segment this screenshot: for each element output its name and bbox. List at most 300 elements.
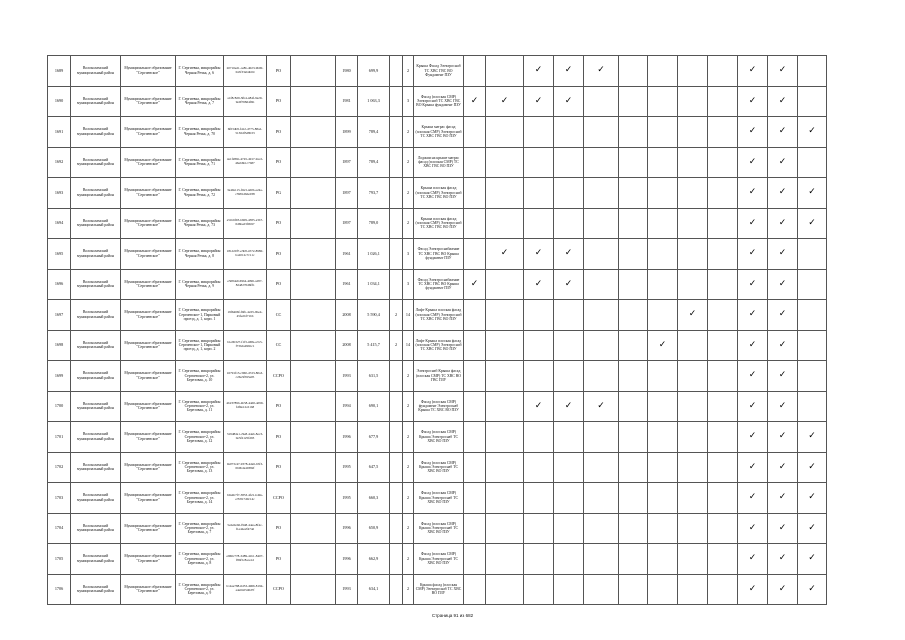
- guid-cell: 20716ed1-ce8b-4023-9b00-0a5f33ab4b0d: [224, 56, 267, 87]
- row-id: 1697: [48, 300, 71, 331]
- area-cell: 660,3: [358, 483, 390, 514]
- empty-check-cell: [584, 117, 619, 148]
- municipality-cell: Муниципальное образование "Сергиевское": [121, 269, 176, 300]
- empty-check-cell: [464, 178, 486, 209]
- check-icon: ✓: [768, 147, 798, 178]
- year-cell: 1995: [336, 483, 358, 514]
- district-cell: Волоколамский муниципальный район: [71, 239, 121, 270]
- empty-check-cell: [648, 239, 678, 270]
- municipality-cell: Муниципальное образование "Сергиевское": [121, 239, 176, 270]
- empty-check-cell: [798, 391, 827, 422]
- table-row: [48, 391, 827, 422]
- empty-check-cell: [554, 361, 584, 392]
- check-icon: ✓: [798, 117, 827, 148]
- floors-cell: [390, 544, 403, 575]
- row-id: 1706: [48, 574, 71, 605]
- empty-check-cell: [584, 269, 619, 300]
- empty-check-cell: [524, 544, 554, 575]
- works-cell: Фасад (плоская СМР) Крыша Электроснаб ТС ХВС ВО ПЗУ: [414, 483, 464, 514]
- table-row: [48, 361, 827, 392]
- empty-check-cell: [798, 361, 827, 392]
- empty-check-cell: [584, 239, 619, 270]
- empty-check-cell: [464, 147, 486, 178]
- guid-cell: e508da9-69b4-4096-a287-82a8270d6ffb: [224, 269, 267, 300]
- empty-cell: [291, 56, 336, 87]
- check-icon: ✓: [524, 391, 554, 422]
- floors-cell: [390, 117, 403, 148]
- empty-check-cell: [486, 208, 524, 239]
- guid-cell: 19f6466f-fbfb-42d5-9be4-45fe2bf71bb: [224, 300, 267, 331]
- row-id: 1692: [48, 147, 71, 178]
- floors-cell: 2: [390, 300, 403, 331]
- empty-check-cell: [678, 86, 708, 117]
- entrances-cell: 3: [403, 269, 414, 300]
- check-icon: ✓: [738, 330, 768, 361]
- check-icon: ✓: [584, 56, 619, 87]
- floors-cell: [390, 574, 403, 605]
- empty-check-cell: [486, 269, 524, 300]
- table-row: [48, 178, 827, 209]
- check-icon: ✓: [768, 300, 798, 331]
- check-icon: ✓: [768, 391, 798, 422]
- empty-check-cell: [708, 178, 738, 209]
- empty-check-cell: [584, 208, 619, 239]
- address-cell: Г. Сергиевка, микрорайон Сергиевское-2, ул. Березовая, д. 7: [176, 513, 224, 544]
- empty-check-cell: [464, 391, 486, 422]
- check-icon: ✓: [464, 269, 486, 300]
- empty-cell: [291, 208, 336, 239]
- municipality-cell: Муниципальное образование "Сергиевское": [121, 391, 176, 422]
- empty-check-cell: [678, 422, 708, 453]
- check-icon: ✓: [768, 330, 798, 361]
- table-row: [48, 147, 827, 178]
- row-id: 1702: [48, 452, 71, 483]
- empty-check-cell: [619, 117, 648, 148]
- check-icon: ✓: [768, 239, 798, 270]
- table-row: [48, 574, 827, 605]
- empty-check-cell: [619, 178, 648, 209]
- floors-cell: [390, 239, 403, 270]
- guid-cell: 4a1f28bb-4745-4917-9ac2-46eb6b1c7b87: [224, 147, 267, 178]
- empty-check-cell: [708, 117, 738, 148]
- check-icon: ✓: [768, 269, 798, 300]
- floors-cell: 2: [390, 330, 403, 361]
- guid-cell: e51b6f93-b609-4385-a3b7-0d6bed3f0b97: [224, 208, 267, 239]
- empty-check-cell: [486, 300, 524, 331]
- entrances-cell: 2: [403, 452, 414, 483]
- wall-type-cell: PO: [267, 452, 291, 483]
- table-row: [48, 117, 827, 148]
- row-id: 1705: [48, 544, 71, 575]
- municipality-cell: Муниципальное образование "Сергиевское": [121, 330, 176, 361]
- floors-cell: [390, 483, 403, 514]
- area-cell: 789,0: [358, 208, 390, 239]
- empty-check-cell: [464, 361, 486, 392]
- check-icon: ✓: [554, 56, 584, 87]
- check-icon: ✓: [768, 361, 798, 392]
- empty-check-cell: [619, 574, 648, 605]
- empty-check-cell: [554, 178, 584, 209]
- check-icon: ✓: [738, 544, 768, 575]
- year-cell: 1996: [336, 422, 358, 453]
- empty-check-cell: [524, 147, 554, 178]
- wall-type-cell: PO: [267, 208, 291, 239]
- area-cell: 1 063,3: [358, 86, 390, 117]
- check-icon: ✓: [738, 513, 768, 544]
- empty-check-cell: [798, 56, 827, 87]
- empty-check-cell: [524, 117, 554, 148]
- check-icon: ✓: [486, 86, 524, 117]
- empty-check-cell: [524, 361, 554, 392]
- district-cell: Волоколамский муниципальный район: [71, 422, 121, 453]
- empty-check-cell: [464, 56, 486, 87]
- empty-check-cell: [708, 574, 738, 605]
- empty-check-cell: [486, 574, 524, 605]
- table-row: [48, 452, 827, 483]
- row-id: 1700: [48, 391, 71, 422]
- check-icon: ✓: [768, 56, 798, 87]
- empty-cell: [291, 330, 336, 361]
- wall-type-cell: PO: [267, 269, 291, 300]
- row-id: 1698: [48, 330, 71, 361]
- empty-check-cell: [678, 544, 708, 575]
- district-cell: Волоколамский муниципальный район: [71, 208, 121, 239]
- municipality-cell: Муниципальное образование "Сергиевское": [121, 483, 176, 514]
- empty-check-cell: [678, 208, 708, 239]
- works-cell: Лоджии на крыше матрас фасад (плоская СМР) ТС ХВС ГВС ВО ПЗУ: [414, 147, 464, 178]
- works-cell: Фасад (плоская СМР) Электроснаб ТС ХВС ГВС ВО Крыша фундамент ПЗУ: [414, 86, 464, 117]
- municipality-cell: Муниципальное образование "Сергиевское": [121, 117, 176, 148]
- empty-check-cell: [524, 483, 554, 514]
- empty-cell: [291, 86, 336, 117]
- empty-check-cell: [554, 574, 584, 605]
- year-cell: 1897: [336, 178, 358, 209]
- empty-cell: [291, 269, 336, 300]
- wall-type-cell: CCPO: [267, 361, 291, 392]
- empty-check-cell: [464, 513, 486, 544]
- empty-check-cell: [619, 269, 648, 300]
- area-cell: 662,9: [358, 544, 390, 575]
- table-row: [48, 239, 827, 270]
- entrances-cell: 2: [403, 56, 414, 87]
- municipality-cell: Муниципальное образование "Сергиевское": [121, 574, 176, 605]
- works-cell: Фасад (плоская СМР) фундамент Электроснаб Крыша ТС ХВС ВО ПЗУ: [414, 391, 464, 422]
- empty-check-cell: [708, 422, 738, 453]
- check-icon: ✓: [738, 483, 768, 514]
- empty-check-cell: [554, 300, 584, 331]
- empty-check-cell: [708, 86, 738, 117]
- empty-check-cell: [554, 208, 584, 239]
- empty-check-cell: [524, 452, 554, 483]
- table-row: [48, 483, 827, 514]
- empty-check-cell: [619, 300, 648, 331]
- empty-check-cell: [464, 574, 486, 605]
- district-cell: Волоколамский муниципальный район: [71, 513, 121, 544]
- empty-cell: [291, 178, 336, 209]
- district-cell: Волоколамский муниципальный район: [71, 574, 121, 605]
- address-cell: Г. Сергиевка, микрорайон Черная Речка, д. 73: [176, 208, 224, 239]
- wall-type-cell: CC: [267, 300, 291, 331]
- area-cell: 793,7: [358, 178, 390, 209]
- year-cell: 1961: [336, 239, 358, 270]
- municipality-cell: Муниципальное образование "Сергиевское": [121, 361, 176, 392]
- floors-cell: [390, 208, 403, 239]
- municipality-cell: Муниципальное образование "Сергиевское": [121, 178, 176, 209]
- works-cell: Фасад (плоская СМР) Крыша Электроснаб ТС ХВС ВО ПЗУ: [414, 513, 464, 544]
- empty-cell: [291, 117, 336, 148]
- entrances-cell: 3: [403, 239, 414, 270]
- floors-cell: [390, 361, 403, 392]
- empty-check-cell: [619, 483, 648, 514]
- page-number: Страница 91 из 682: [431, 613, 474, 618]
- year-cell: 1897: [336, 208, 358, 239]
- wall-type-cell: PO: [267, 391, 291, 422]
- works-cell: Крыша плоская фасад (плоская СМР) Электроснаб ТС ХВС ГВС ВО ПЗУ: [414, 208, 464, 239]
- empty-check-cell: [554, 544, 584, 575]
- empty-check-cell: [708, 330, 738, 361]
- entrances-cell: 2: [403, 513, 414, 544]
- empty-check-cell: [678, 178, 708, 209]
- works-cell: Крыша фасад (плоская СМР) Электроснаб ТС ХВС ВО ПЗУ: [414, 574, 464, 605]
- check-icon: ✓: [798, 544, 827, 575]
- row-id: 1690: [48, 86, 71, 117]
- floors-cell: [390, 86, 403, 117]
- empty-check-cell: [708, 269, 738, 300]
- floors-cell: [390, 269, 403, 300]
- address-cell: Г. Сергиевка, микрорайон Сергиевское-2, ул. Березовая, д. 13: [176, 452, 224, 483]
- check-icon: ✓: [738, 208, 768, 239]
- check-icon: ✓: [738, 86, 768, 117]
- check-icon: ✓: [554, 269, 584, 300]
- empty-check-cell: [619, 239, 648, 270]
- guid-cell: 16791f13-c960-47d3-80a3-c26a3f593a05: [224, 361, 267, 392]
- area-cell: 5 415,7: [358, 330, 390, 361]
- empty-check-cell: [798, 330, 827, 361]
- empty-check-cell: [619, 56, 648, 87]
- works-cell: Фасад Электроснабжение ТС ХВС ГВС ВО Крыша фундамент ПЗУ: [414, 269, 464, 300]
- year-cell: 1996: [336, 513, 358, 544]
- district-cell: Волоколамский муниципальный район: [71, 86, 121, 117]
- empty-check-cell: [648, 361, 678, 392]
- empty-check-cell: [678, 56, 708, 87]
- row-id: 1699: [48, 361, 71, 392]
- table-row: [48, 269, 827, 300]
- year-cell: 1994: [336, 391, 358, 422]
- check-icon: ✓: [738, 56, 768, 87]
- check-icon: ✓: [738, 269, 768, 300]
- entrances-cell: 2: [403, 422, 414, 453]
- empty-check-cell: [584, 178, 619, 209]
- empty-check-cell: [486, 391, 524, 422]
- empty-check-cell: [648, 147, 678, 178]
- empty-check-cell: [708, 544, 738, 575]
- check-icon: ✓: [524, 239, 554, 270]
- address-cell: Г. Сергиевка, микрорайон Сергиевское-2, ул. Березовая, д. 14: [176, 483, 224, 514]
- address-cell: Г. Сергиевка, микрорайон Черная Речка, д. 72: [176, 178, 224, 209]
- empty-check-cell: [554, 483, 584, 514]
- empty-check-cell: [708, 208, 738, 239]
- housing-program-table: [47, 55, 827, 605]
- check-icon: ✓: [738, 178, 768, 209]
- check-icon: ✓: [768, 86, 798, 117]
- empty-check-cell: [798, 269, 827, 300]
- row-id: 1694: [48, 208, 71, 239]
- guid-cell: 319d8da1-c9e8-44ab-8ec3-0e5f2125fd93: [224, 422, 267, 453]
- municipality-cell: Муниципальное образование "Сергиевское": [121, 300, 176, 331]
- empty-check-cell: [584, 330, 619, 361]
- empty-check-cell: [648, 391, 678, 422]
- row-id: 1696: [48, 269, 71, 300]
- empty-cell: [291, 361, 336, 392]
- empty-check-cell: [798, 86, 827, 117]
- empty-check-cell: [486, 422, 524, 453]
- district-cell: Волоколамский муниципальный район: [71, 391, 121, 422]
- empty-check-cell: [486, 117, 524, 148]
- empty-check-cell: [708, 513, 738, 544]
- wall-type-cell: CCPO: [267, 483, 291, 514]
- wall-type-cell: CC: [267, 330, 291, 361]
- area-cell: 1 026,1: [358, 239, 390, 270]
- empty-check-cell: [708, 56, 738, 87]
- area-cell: 634,1: [358, 574, 390, 605]
- empty-check-cell: [648, 574, 678, 605]
- empty-check-cell: [678, 330, 708, 361]
- empty-check-cell: [584, 147, 619, 178]
- check-icon: ✓: [738, 574, 768, 605]
- address-cell: Г. Сергиевка, микрорайон Сергиевское-1, Парковый проезд, д. 1, корп. 2: [176, 330, 224, 361]
- empty-check-cell: [464, 544, 486, 575]
- empty-check-cell: [464, 452, 486, 483]
- address-cell: Г. Сергиевка, микрорайон Черная Речка, д. 9: [176, 269, 224, 300]
- works-cell: Крыша плоская фасад (плоская СМР) Электроснаб ТС ХВС ГВС ВО ПЗУ: [414, 178, 464, 209]
- empty-check-cell: [648, 300, 678, 331]
- municipality-cell: Муниципальное образование "Сергиевское": [121, 86, 176, 117]
- empty-check-cell: [648, 422, 678, 453]
- check-icon: ✓: [738, 147, 768, 178]
- district-cell: Волоколамский муниципальный район: [71, 483, 121, 514]
- row-id: 1701: [48, 422, 71, 453]
- area-cell: 1 034,1: [358, 269, 390, 300]
- address-cell: Г. Сергиевка, микрорайон Черная Речка, д. 8: [176, 239, 224, 270]
- empty-cell: [291, 422, 336, 453]
- entrances-cell: 2: [403, 361, 414, 392]
- floors-cell: [390, 452, 403, 483]
- row-id: 1703: [48, 483, 71, 514]
- check-icon: ✓: [798, 178, 827, 209]
- empty-check-cell: [648, 452, 678, 483]
- area-cell: 631,5: [358, 361, 390, 392]
- guid-cell: e966c778-3d89-41b1-8407-f8bf5c8ace1d: [224, 544, 267, 575]
- wall-type-cell: PO: [267, 513, 291, 544]
- wall-type-cell: PO: [267, 147, 291, 178]
- check-icon: ✓: [768, 544, 798, 575]
- empty-check-cell: [524, 330, 554, 361]
- empty-check-cell: [678, 117, 708, 148]
- empty-check-cell: [486, 452, 524, 483]
- empty-check-cell: [524, 208, 554, 239]
- empty-check-cell: [619, 208, 648, 239]
- year-cell: 2008: [336, 330, 358, 361]
- municipality-cell: Муниципальное образование "Сергиевское": [121, 544, 176, 575]
- empty-check-cell: [678, 452, 708, 483]
- check-icon: ✓: [524, 269, 554, 300]
- wall-type-cell: PO: [267, 422, 291, 453]
- floors-cell: [390, 513, 403, 544]
- empty-check-cell: [584, 574, 619, 605]
- wall-type-cell: PO: [267, 544, 291, 575]
- empty-check-cell: [678, 483, 708, 514]
- year-cell: 1995: [336, 452, 358, 483]
- check-icon: ✓: [798, 513, 827, 544]
- check-icon: ✓: [678, 300, 708, 331]
- empty-check-cell: [554, 330, 584, 361]
- empty-check-cell: [554, 422, 584, 453]
- entrances-cell: 2: [403, 117, 414, 148]
- empty-cell: [291, 147, 336, 178]
- empty-check-cell: [584, 513, 619, 544]
- empty-check-cell: [584, 361, 619, 392]
- empty-check-cell: [678, 147, 708, 178]
- check-icon: ✓: [768, 513, 798, 544]
- empty-check-cell: [619, 86, 648, 117]
- empty-cell: [291, 483, 336, 514]
- table-body: [48, 56, 827, 605]
- year-cell: 1897: [336, 147, 358, 178]
- empty-check-cell: [486, 56, 524, 87]
- works-cell: Фасад (плоская СМР) Крыша Электроснаб ТС ХВС ВО ПЗУ: [414, 452, 464, 483]
- works-cell: Электроснаб Крыша фасад (плоская СМР) ТС ХВС ВО ГВС ПЗУ: [414, 361, 464, 392]
- empty-check-cell: [648, 513, 678, 544]
- entrances-cell: 14: [403, 300, 414, 331]
- entrances-cell: 2: [403, 178, 414, 209]
- empty-cell: [291, 452, 336, 483]
- check-icon: ✓: [798, 208, 827, 239]
- area-cell: 699,9: [358, 56, 390, 87]
- entrances-cell: 2: [403, 391, 414, 422]
- address-cell: Г. Сергиевка, микрорайон Сергиевское-2, ул. Березовая, д. 12: [176, 422, 224, 453]
- row-id: 1695: [48, 239, 71, 270]
- address-cell: Г. Сергиевка, микрорайон Черная Речка, д. 6: [176, 56, 224, 87]
- works-cell: Лифт Крыша плоская фасад (плоская СМР) Электроснаб ТС ХВС ГВС ВО ПЗУ: [414, 300, 464, 331]
- guid-cell: 5e2e0eb6-f948-44ea-8f4c-f1e44e2f47a6: [224, 513, 267, 544]
- area-cell: 650,9: [358, 513, 390, 544]
- address-cell: Г. Сергиевка, микрорайон Черная Речка, д. 70: [176, 117, 224, 148]
- floors-cell: [390, 422, 403, 453]
- area-cell: 5 590,4: [358, 300, 390, 331]
- empty-check-cell: [584, 422, 619, 453]
- wall-type-cell: PO: [267, 117, 291, 148]
- empty-check-cell: [554, 513, 584, 544]
- empty-check-cell: [678, 361, 708, 392]
- empty-check-cell: [584, 544, 619, 575]
- address-cell: Г. Сергиевка, микрорайон Сергиевское-1, Парковый проезд, д. 1, корп. 1: [176, 300, 224, 331]
- municipality-cell: Муниципальное образование "Сергиевское": [121, 452, 176, 483]
- check-icon: ✓: [768, 483, 798, 514]
- empty-check-cell: [678, 574, 708, 605]
- wall-type-cell: PG: [267, 178, 291, 209]
- empty-check-cell: [584, 483, 619, 514]
- empty-check-cell: [708, 239, 738, 270]
- district-cell: Волоколамский муниципальный район: [71, 452, 121, 483]
- empty-cell: [291, 513, 336, 544]
- check-icon: ✓: [768, 422, 798, 453]
- check-icon: ✓: [768, 452, 798, 483]
- guid-cell: b1e9b327-f1f3-468a-a7e5-f73bda49bbc1: [224, 330, 267, 361]
- year-cell: 1980: [336, 56, 358, 87]
- empty-cell: [291, 574, 336, 605]
- check-icon: ✓: [798, 452, 827, 483]
- empty-check-cell: [524, 300, 554, 331]
